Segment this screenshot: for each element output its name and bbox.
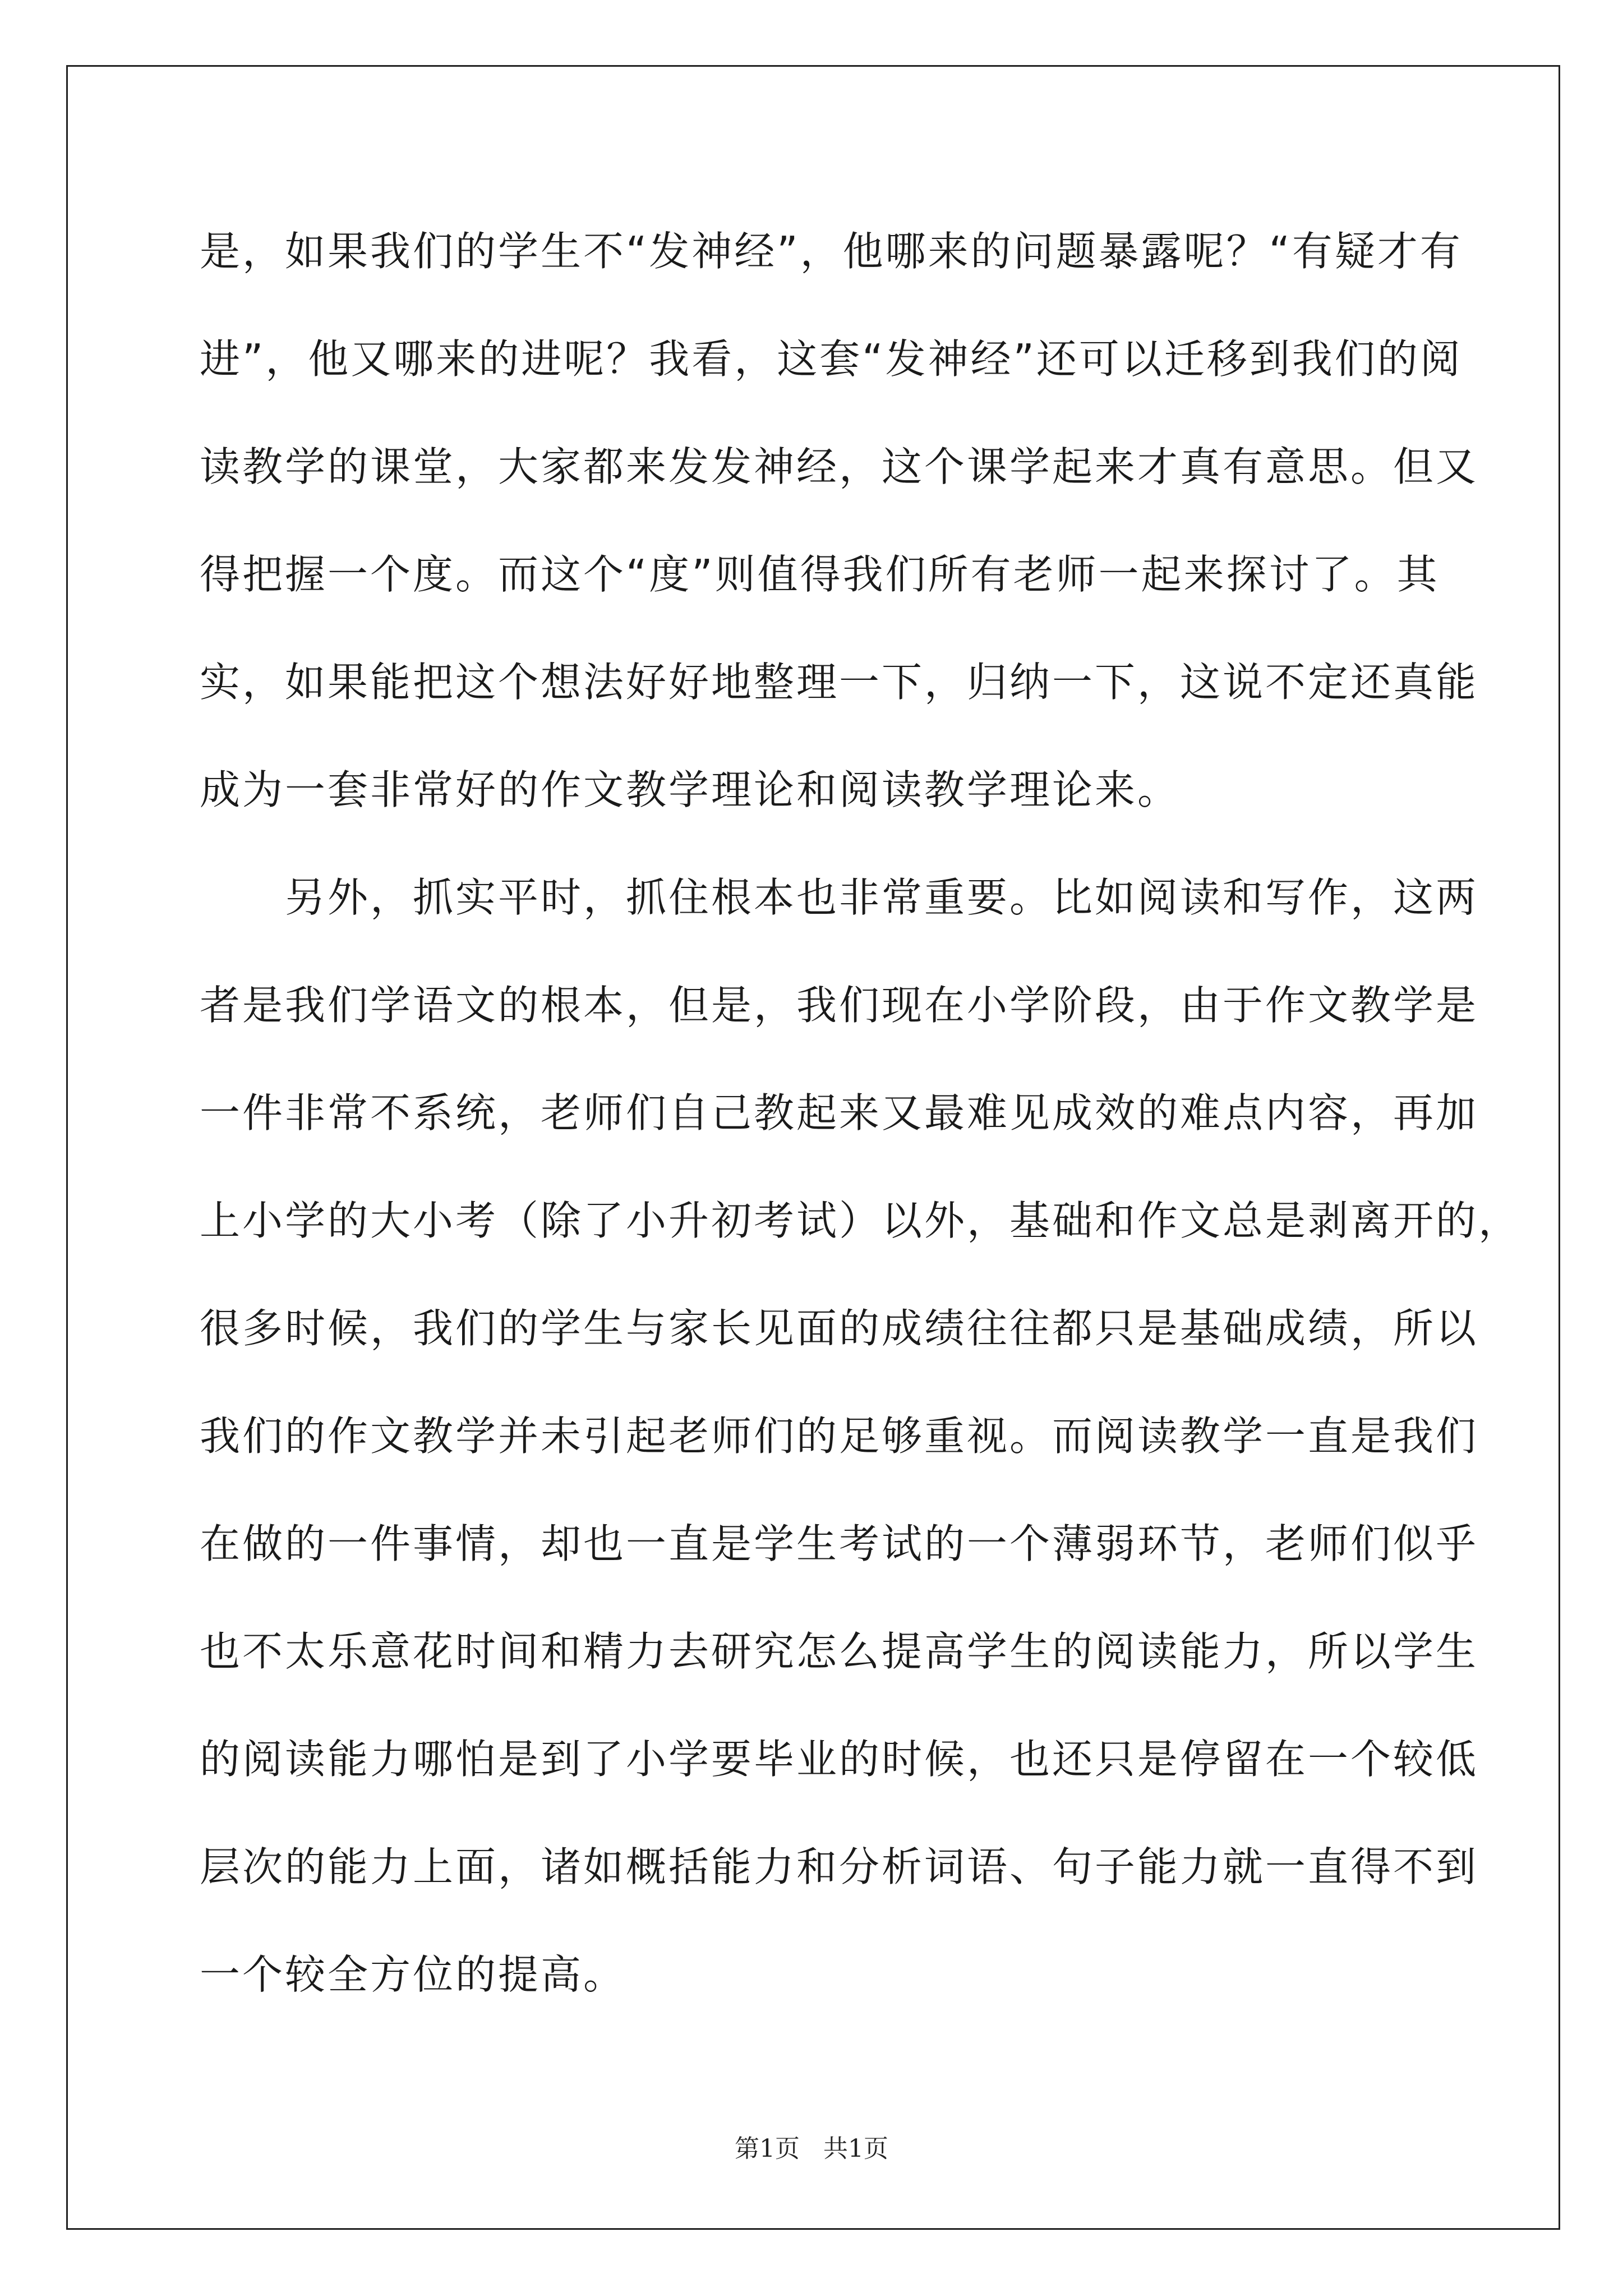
text-line: 一个较全方位的提高。 bbox=[200, 1951, 626, 1998]
text-line: 层次的能力上面，诸如概括能力和分析词语、句子能力就一直得不到 bbox=[200, 1843, 1479, 1890]
text-line: 实，如果能把这个想法好好地整理一下，归纳一下，这说不定还真能 bbox=[200, 659, 1479, 706]
text-line: 上小学的大小考（除了小升初考试）以外，基础和作文总是剥离开的， bbox=[200, 1197, 1521, 1244]
text-line: 是，如果我们的学生不“发神经”，他哪来的问题暴露呢？“有疑才有 bbox=[200, 228, 1463, 275]
page-border bbox=[66, 65, 1560, 2230]
text-line: 另外，抓实平时，抓住根本也非常重要。比如阅读和写作，这两 bbox=[200, 874, 1479, 921]
page-number: 第1页 bbox=[735, 2134, 800, 2163]
text-line: 在做的一件事情，却也一直是学生考试的一个薄弱环节，老师们似乎 bbox=[200, 1520, 1479, 1567]
page-total: 共1页 bbox=[823, 2134, 888, 2163]
text-line: 一件非常不系统，老师们自己教起来又最难见成效的难点内容，再加 bbox=[200, 1089, 1479, 1137]
text-line: 很多时候，我们的学生与家长见面的成绩往往都只是基础成绩，所以 bbox=[200, 1305, 1479, 1352]
page-footer bbox=[0, 2128, 1623, 2164]
text-line: 的阅读能力哪怕是到了小学要毕业的时候，也还只是停留在一个较低 bbox=[200, 1736, 1479, 1783]
text-line: 进”，他又哪来的进呢？我看，这套“发神经”还可以迁移到我们的阅 bbox=[200, 335, 1463, 383]
text-line: 也不太乐意花时间和精力去研究怎么提高学生的阅读能力，所以学生 bbox=[200, 1628, 1479, 1675]
text-line: 得把握一个度。而这个“度”则值得我们所有老师一起来探讨了。其 bbox=[200, 551, 1440, 598]
text-line: 者是我们学语文的根本，但是，我们现在小学阶段，由于作文教学是 bbox=[200, 982, 1479, 1029]
text-line: 成为一套非常好的作文教学理论和阅读教学理论来。 bbox=[200, 766, 1181, 813]
text-line: 我们的作文教学并未引起老师们的足够重视。而阅读教学一直是我们 bbox=[200, 1412, 1479, 1460]
text-line: 读教学的课堂，大家都来发发神经，这个课学起来才真有意思。但又 bbox=[200, 443, 1479, 490]
